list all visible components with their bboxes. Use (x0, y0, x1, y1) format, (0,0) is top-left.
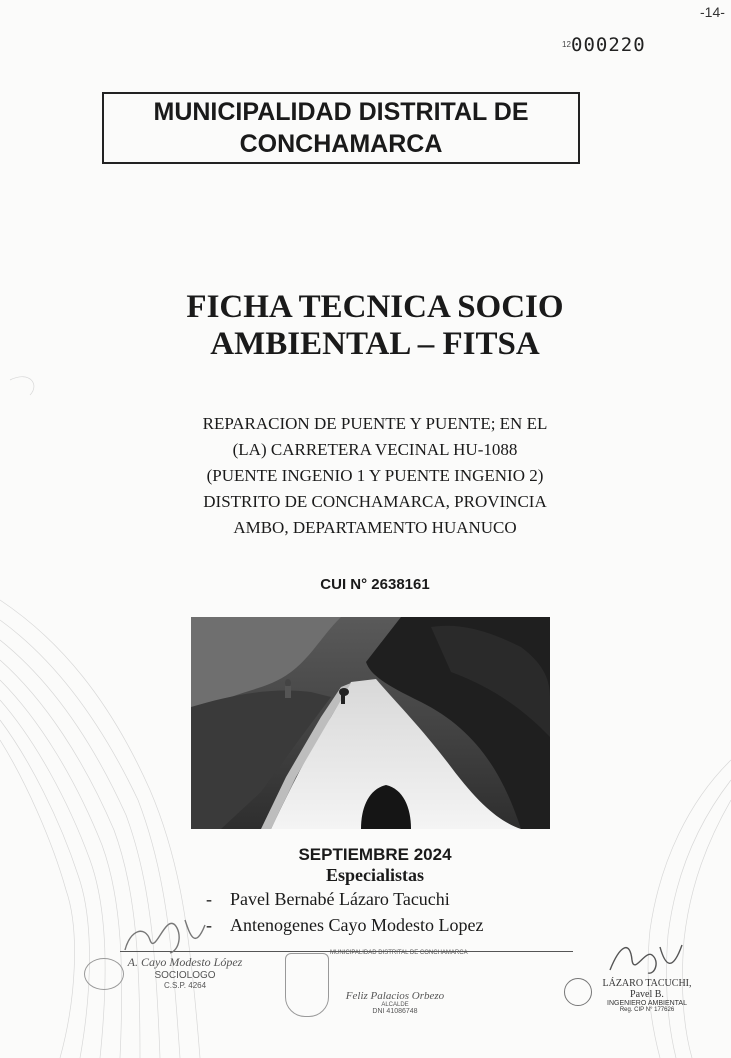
document-title (120, 289, 630, 363)
stamp-right (592, 978, 702, 1013)
cui-code: CUI N° 2638161 (320, 576, 430, 593)
stamp-right-role: INGENIERO AMBIENTAL (607, 1000, 687, 1007)
specialists-list (206, 886, 483, 938)
folio-number: 000220 (571, 34, 646, 56)
specialist-name: Antenogenes Cayo Modesto Lopez (230, 915, 484, 935)
project-line: DISTRITO DE CONCHAMARCA, PROVINCIA (203, 492, 547, 511)
project-line: REPARACION DE PUENTE Y PUENTE; EN EL (202, 414, 548, 433)
project-line: (LA) CARRETERA VECINAL HU-1088 (232, 440, 518, 459)
list-item (206, 912, 483, 938)
stamp-left-name: A. Cayo Modesto López (127, 955, 243, 969)
list-item (206, 886, 483, 912)
project-description (150, 411, 600, 541)
cip-emblem-icon (564, 978, 592, 1006)
municipality-name (154, 96, 529, 160)
list-bullet: - (206, 915, 212, 935)
folio-prefix: 12 (562, 40, 571, 49)
municipality-box (102, 92, 580, 164)
corner-page-mark: -14- (700, 4, 725, 20)
list-bullet: - (206, 889, 212, 909)
road-photo (191, 617, 550, 829)
stamp-left-role: SOCIOLOGO (154, 970, 216, 981)
stamp-center-role: ALCALDE (381, 1002, 409, 1008)
stamp-center-name: Feliz Palacios Orbezo (345, 990, 445, 1002)
stamp-left-reg: C.S.P. 4264 (163, 981, 207, 990)
stamp-left (125, 955, 245, 990)
stamp-right-reg: Reg. CIP N° 177626 (619, 1007, 675, 1013)
project-line: AMBO, DEPARTAMENTO HUANUCO (233, 518, 517, 537)
coat-of-arms-icon (285, 953, 329, 1017)
municipality-line-2: CONCHAMARCA (239, 130, 443, 158)
emblem-icon (84, 958, 124, 990)
specialists-heading: Especialistas (325, 865, 424, 885)
stamp-center-dni: DNI 41086748 (372, 1008, 418, 1015)
project-line: (PUENTE INGENIO 1 Y PUENTE INGENIO 2) (206, 466, 544, 485)
stamp-right-name: LÁZARO TACUCHI, Pavel B. (602, 978, 692, 1000)
signature-scribble-right (600, 935, 690, 980)
title-line-2: AMBIENTAL – FITSA (210, 326, 540, 362)
municipality-line-1: MUNICIPALIDAD DISTRITAL DE (153, 98, 529, 126)
document-date: SEPTIEMBRE 2024 (298, 845, 452, 864)
stamp-center (325, 990, 465, 1015)
stamp-center-header: MUNICIPALIDAD DISTRITAL DE CONCHAMARCA (330, 950, 468, 956)
specialist-name: Pavel Bernabé Lázaro Tacuchi (230, 889, 450, 909)
title-line-1: FICHA TECNICA SOCIO (186, 289, 564, 325)
